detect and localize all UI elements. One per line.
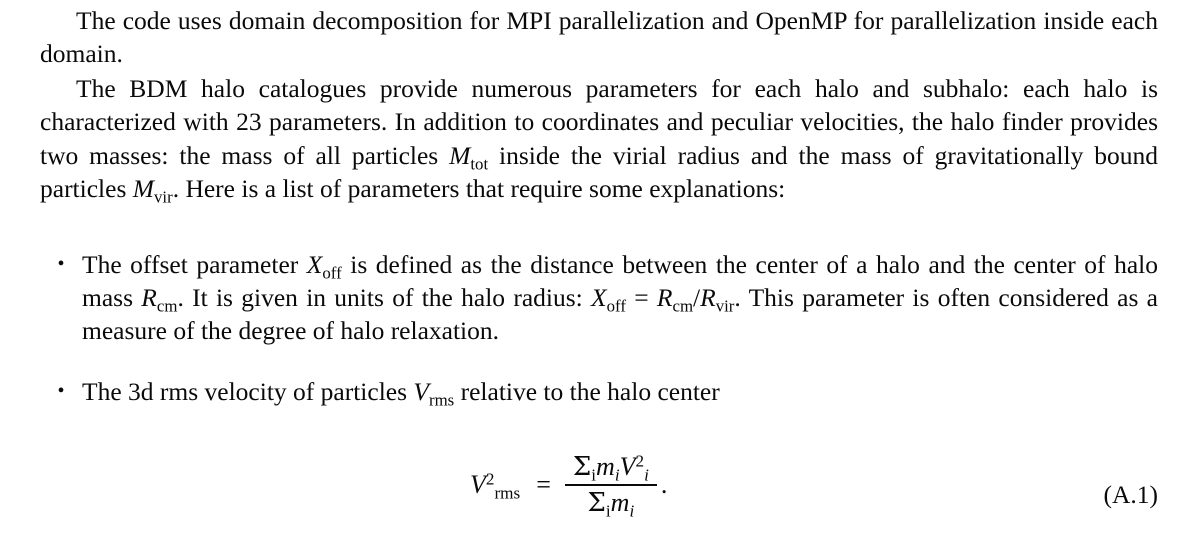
symbol-m-vir: $M_{vir}$: [132, 173, 173, 207]
equation-fraction: [565, 451, 657, 521]
paragraph-2-segment-middle: inside the virial radius and the mass of gravitationally bound particles: [40, 140, 1158, 203]
equation-line: [0, 452, 1200, 534]
bullet-2-segment-1: The 3d rms velocity of particles: [82, 377, 414, 407]
equation-equals-sign: =: [536, 470, 551, 499]
bullet-point-icon: •: [57, 380, 65, 403]
equation-period: .: [660, 470, 668, 499]
paragraph-2-segment-after: . Here is a list of parameters that require some explanations:: [172, 173, 786, 203]
symbol-r-cm: $R_{cm}$: [141, 283, 178, 316]
inline-formula-xoff-ratio: $X_{off} = R_{cm}/R_{vir}$: [591, 283, 735, 316]
list-item-rms-velocity: [40, 375, 1158, 408]
bullet-1-segment-3: . It is given in units of the halo radius:: [177, 283, 592, 313]
bullet-1-segment-2: is defined as the distance between the center of a halo and the center of halo mass: [82, 250, 1158, 313]
symbol-v-rms: $V_{rms}$: [413, 377, 455, 410]
bullet-1-segment-1: The offset parameter: [82, 250, 307, 279]
bullet-1-segment-4: . This parameter is often considered as a measure of the degree of halo relaxation.: [82, 283, 1158, 346]
bullet-point-icon: •: [57, 253, 65, 275]
symbol-x-off: $X_{off}$: [306, 250, 342, 283]
paragraph-1-text: The code uses domain decomposition for MPI parallelization and OpenMP for parallelization inside each domain.: [40, 6, 1158, 69]
equation-numerator: $\Sigma_im_iV^2_i$: [572, 451, 649, 485]
paragraph-2-segment-before-mtot: The BDM halo catalogues provide numerous parameters for each halo and subhalo: each halo is characterized with 23 parameters. In addition to coordinates and peculiar velocities, the halo finder provides two masses: the mass of all particles: [40, 74, 1158, 170]
parameter-bullet-list: [40, 248, 1158, 437]
list-item-offset-parameter-text: [82, 248, 1158, 347]
equation-left-hand-side: $V^2_{rms}$: [470, 469, 521, 503]
equation-denominator: $\Sigma_im_i$: [587, 488, 635, 521]
list-item-rms-velocity-text: [82, 375, 1158, 408]
body-text-block: [40, 4, 1158, 205]
list-item-offset-parameter: [40, 248, 1158, 347]
equation-vrms-definition: [470, 451, 668, 521]
bullet-2-segment-2: relative to the halo center: [454, 377, 720, 407]
paragraph-code-domain-decomposition: [40, 4, 1158, 70]
symbol-m-tot: $M_{tot}$: [449, 140, 489, 173]
paragraph-bdm-halo-catalogues: [40, 72, 1158, 205]
equation-number: (A.1): [1103, 480, 1158, 509]
